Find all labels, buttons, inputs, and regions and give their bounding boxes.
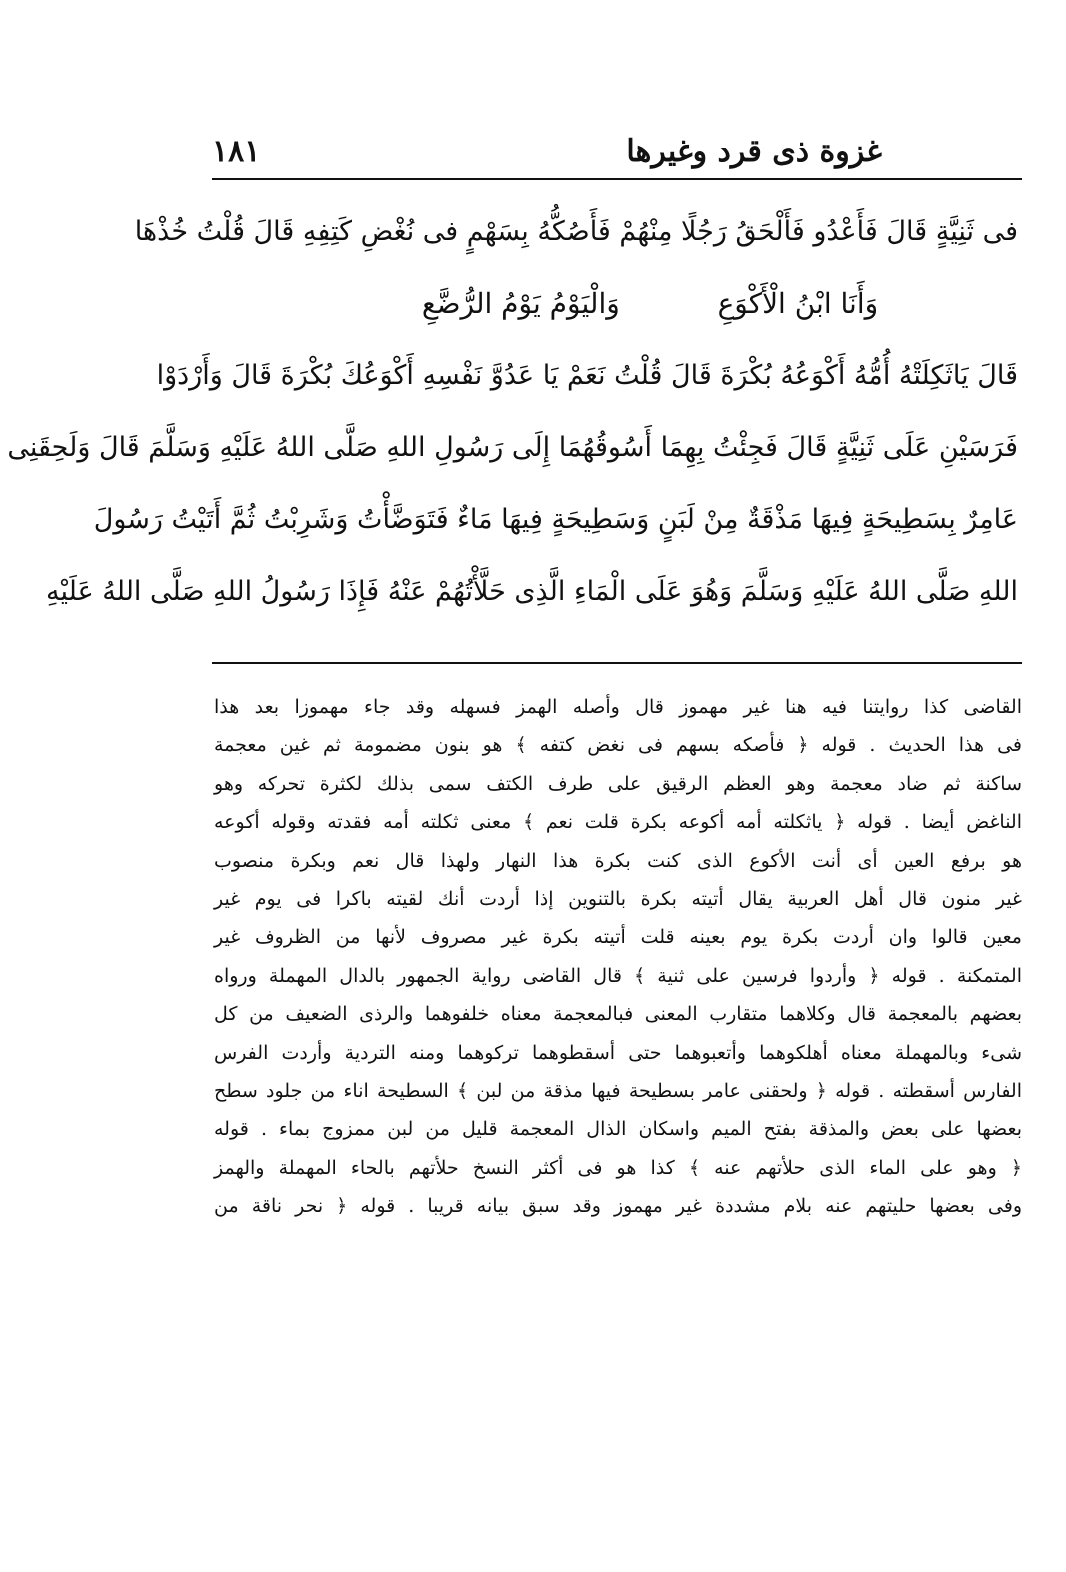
verse-second-hemistich: وَالْيَوْمُ يَوْمُ الرُّضَّعِ	[421, 287, 620, 320]
commentary-line: القاضى كذا روايتنا فيه هنا غير مهموز قال وأصله الهمز فسهله وقد جاء مهموزا بعد هذا	[214, 696, 1022, 718]
commentary-line: معين قالوا وان أردت بكرة يوم بعينه قلت أتيته بكرة غير مصروف لأنها من الظروف غير	[214, 926, 1022, 949]
header-rule	[212, 178, 1022, 180]
commentary-line: بعضهم بالمعجمة قال وكلاهما متقارب المعنى فبالمعجمة معناه خلفوهما والرذى الضعيف من كل	[214, 1003, 1022, 1026]
commentary-line: بعضها على بعض والمذقة بفتح الميم واسكان الذال المعجمة قليل من لبن ممزوج بماء . قوله	[214, 1118, 1022, 1141]
commentary-line: ﴿ وهو على الماء الذى حلأتهم عنه ﴾ كذا هو فى أكثر النسخ حلأتهم بالحاء المهملة والهمز	[214, 1156, 1022, 1179]
commentary-text	[214, 688, 1022, 1225]
commentary-line: المتمكنة . قوله ﴿ وأردوا فرسين على ثنية ﴾ قال القاضى رواية الجمهور بالدال المهملة ورواه	[214, 964, 1022, 987]
verse-first-hemistich: وَأَنَا ابْنُ الْأَكْوَعِ	[717, 287, 879, 320]
section-divider	[212, 662, 1022, 664]
hadith-line: فى ثَنِيَّةٍ قَالَ فَأَعْدُو فَأَلْحَقُ رَجُلًا مِنْهُمْ فَأَصُكُّهُ بِسَهْمٍ فى نُغْضِ كَتِفِهِ قَالَ قُلْتُ خُذْهَا	[134, 216, 1018, 247]
commentary-line: الفارس أسقطته . قوله ﴿ ولحقنى عامر بسطيحة فيها مذقة من لبن ﴾ السطيحة اناء من جلود سطح	[214, 1079, 1022, 1102]
running-title: غزوة ذى قرد وغيرها	[626, 134, 882, 169]
commentary-line: وفى بعضها حليتهم عنه بلام مشددة غير مهموز وقد سبق بيانه قريبا . قوله ﴿ نحر ناقة من	[214, 1195, 1022, 1218]
verse-line	[222, 268, 1018, 340]
commentary-line: شىء وبالمهملة معناه أهلكوهما وأتعبوهما حتى أسقطوهما تركوهما ومنه التردية وأردت الفرس	[214, 1041, 1022, 1064]
hadith-line: فَرَسَيْنِ عَلَى ثَنِيَّةٍ قَالَ فَجِئْتُ بِهِمَا أَسُوقُهُمَا إِلَى رَسُولِ اللهِ صَلَّى اللهُ عَلَيْهِ وَسَلَّمَ قَالَ وَلَحِقَنِى	[7, 432, 1018, 463]
hadith-line: قَالَ يَاثَكِلَتْهُ أُمُّهُ أَكْوَعُهُ بُكْرَةَ قَالَ قُلْتُ نَعَمْ يَا عَدُوَّ نَفْسِهِ أَكْوَعُكَ بُكْرَةَ قَالَ وَأَرْدَوْا	[156, 360, 1018, 391]
hadith-line: عَامِرٌ بِسَطِيحَةٍ فِيهَا مَذْقَةٌ مِنْ لَبَنٍ وَسَطِيحَةٍ فِيهَا مَاءٌ فَتَوَضَّأْتُ وَشَرِبْتُ ثُمَّ أَتَيْتُ رَسُولَ	[93, 504, 1018, 535]
commentary-line: هو برفع العين أى أنت الأكوع الذى كنت بكرة هذا النهار ولهذا قال نعم وبكرة منصوب	[214, 849, 1022, 872]
page-number: ١٨١	[212, 134, 261, 169]
commentary-line: الناغض أيضا . قوله ﴿ ياثكلته أمه أكوعه بكرة قلت نعم ﴾ معنى ثكلته أمه فقدته وقوله أكوعه	[214, 811, 1022, 834]
commentary-line: ساكنة ثم ضاد معجمة وهو العظم الرقيق على طرف الكتف سمى بذلك لكثرة تحركه وهو	[214, 772, 1022, 795]
commentary-line: غير منون قال أهل العربية يقال أتيته بكرة بالتنوين إذا أردت أنك لقيته باكرا فى يوم غير	[214, 887, 1022, 910]
hadith-text	[7, 196, 1018, 628]
commentary-line: فى هذا الحديث . قوله ﴿ فأصكه بسهم فى نغض كتفه ﴾ هو بنون مضمومة ثم غين معجمة	[214, 734, 1022, 757]
page-header	[212, 128, 1022, 176]
hadith-line: اللهِ صَلَّى اللهُ عَلَيْهِ وَسَلَّمَ وَهُوَ عَلَى الْمَاءِ الَّذِى حَلَّأْتُهُمْ عَنْهُ فَإِذَا رَسُولُ اللهِ صَلَّى اللهُ عَلَيْهِ	[46, 576, 1018, 607]
